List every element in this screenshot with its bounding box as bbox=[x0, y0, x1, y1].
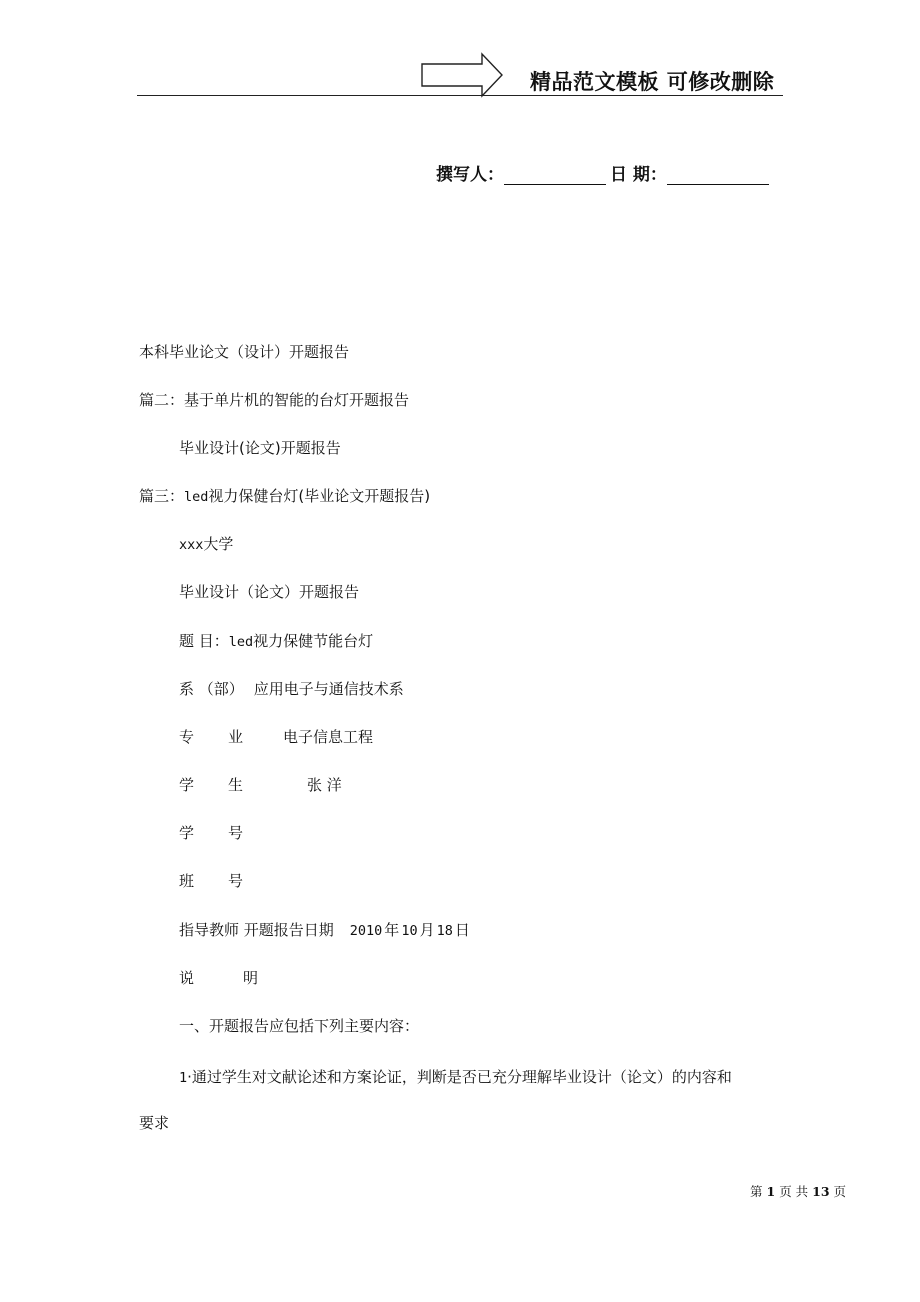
doc-line bbox=[179, 920, 470, 941]
doc-line bbox=[179, 631, 373, 652]
line-code: led bbox=[184, 489, 209, 505]
page-counter-text: 页 共 bbox=[779, 1184, 809, 1199]
header-title: 精品范文模板 可修改删除 bbox=[530, 70, 775, 94]
field-label: 号 bbox=[228, 872, 244, 890]
doc-line: 篇二：基于单片机的智能的台灯开题报告 bbox=[139, 391, 410, 409]
line-text: 视力保健台灯(毕业论文开题报告) bbox=[208, 487, 431, 505]
date-day: 18 bbox=[436, 923, 453, 939]
doc-line bbox=[179, 775, 342, 795]
signature-row bbox=[436, 160, 769, 185]
doc-line bbox=[179, 534, 233, 555]
field-value: 张 洋 bbox=[307, 776, 342, 794]
doc-line bbox=[139, 486, 430, 507]
date-blank bbox=[667, 164, 769, 185]
doc-line bbox=[179, 727, 373, 747]
field-label: 专 bbox=[179, 728, 195, 746]
author-label: 撰写人： bbox=[436, 165, 504, 185]
date-unit: 年 bbox=[384, 921, 400, 939]
field-value: 电子信息工程 bbox=[283, 728, 374, 746]
doc-line bbox=[179, 823, 243, 843]
line-prefix: 题 目： bbox=[179, 632, 229, 650]
field-label: 生 bbox=[228, 776, 244, 794]
field-label: 班 bbox=[179, 872, 195, 890]
field-label: 业 bbox=[228, 728, 244, 746]
doc-line bbox=[179, 679, 404, 699]
doc-line: 毕业设计（论文）开题报告 bbox=[179, 583, 360, 601]
field-value: 应用电子与通信技术系 bbox=[253, 680, 404, 698]
doc-line: 一、开题报告应包括下列主要内容： bbox=[179, 1017, 420, 1035]
doc-line bbox=[179, 968, 258, 988]
author-blank bbox=[504, 164, 606, 185]
doc-line: 要求 bbox=[139, 1114, 170, 1132]
total-pages: 13 bbox=[812, 1184, 830, 1199]
date-label: 日 期： bbox=[610, 165, 667, 185]
date-month: 10 bbox=[401, 923, 418, 939]
page-counter-text: 第 bbox=[750, 1184, 763, 1199]
field-label: 说 bbox=[179, 969, 195, 987]
doc-line bbox=[179, 871, 243, 891]
line-code: xxx bbox=[179, 537, 204, 553]
page-counter bbox=[750, 1182, 846, 1200]
page-counter-text: 页 bbox=[833, 1184, 847, 1199]
field-label: 系 （部） bbox=[179, 680, 244, 698]
field-label: 明 bbox=[243, 969, 259, 987]
line-text: 大学 bbox=[203, 535, 234, 553]
line-text: ·通过学生对文献论述和方案论证，判断是否已充分理解毕业设计（论文）的内容和 bbox=[187, 1068, 732, 1086]
field-label: 学 bbox=[179, 824, 195, 842]
doc-line: 本科毕业论文（设计）开题报告 bbox=[139, 343, 350, 361]
field-label: 学 bbox=[179, 776, 195, 794]
list-number: 1 bbox=[179, 1070, 188, 1086]
doc-line: 毕业设计(论文)开题报告 bbox=[179, 439, 341, 457]
field-label: 号 bbox=[228, 824, 244, 842]
right-arrow-icon bbox=[420, 52, 504, 98]
line-code: led bbox=[228, 634, 254, 650]
doc-line bbox=[179, 1067, 732, 1088]
field-label: 指导教师 开题报告日期 bbox=[179, 921, 334, 939]
line-text: 视力保健节能台灯 bbox=[253, 632, 374, 650]
date-year: 2010 bbox=[349, 923, 383, 939]
date-unit: 日 bbox=[454, 921, 470, 939]
date-unit: 月 bbox=[419, 921, 435, 939]
current-page: 1 bbox=[766, 1184, 776, 1199]
line-prefix: 篇三： bbox=[139, 487, 185, 505]
header-divider bbox=[137, 95, 783, 96]
